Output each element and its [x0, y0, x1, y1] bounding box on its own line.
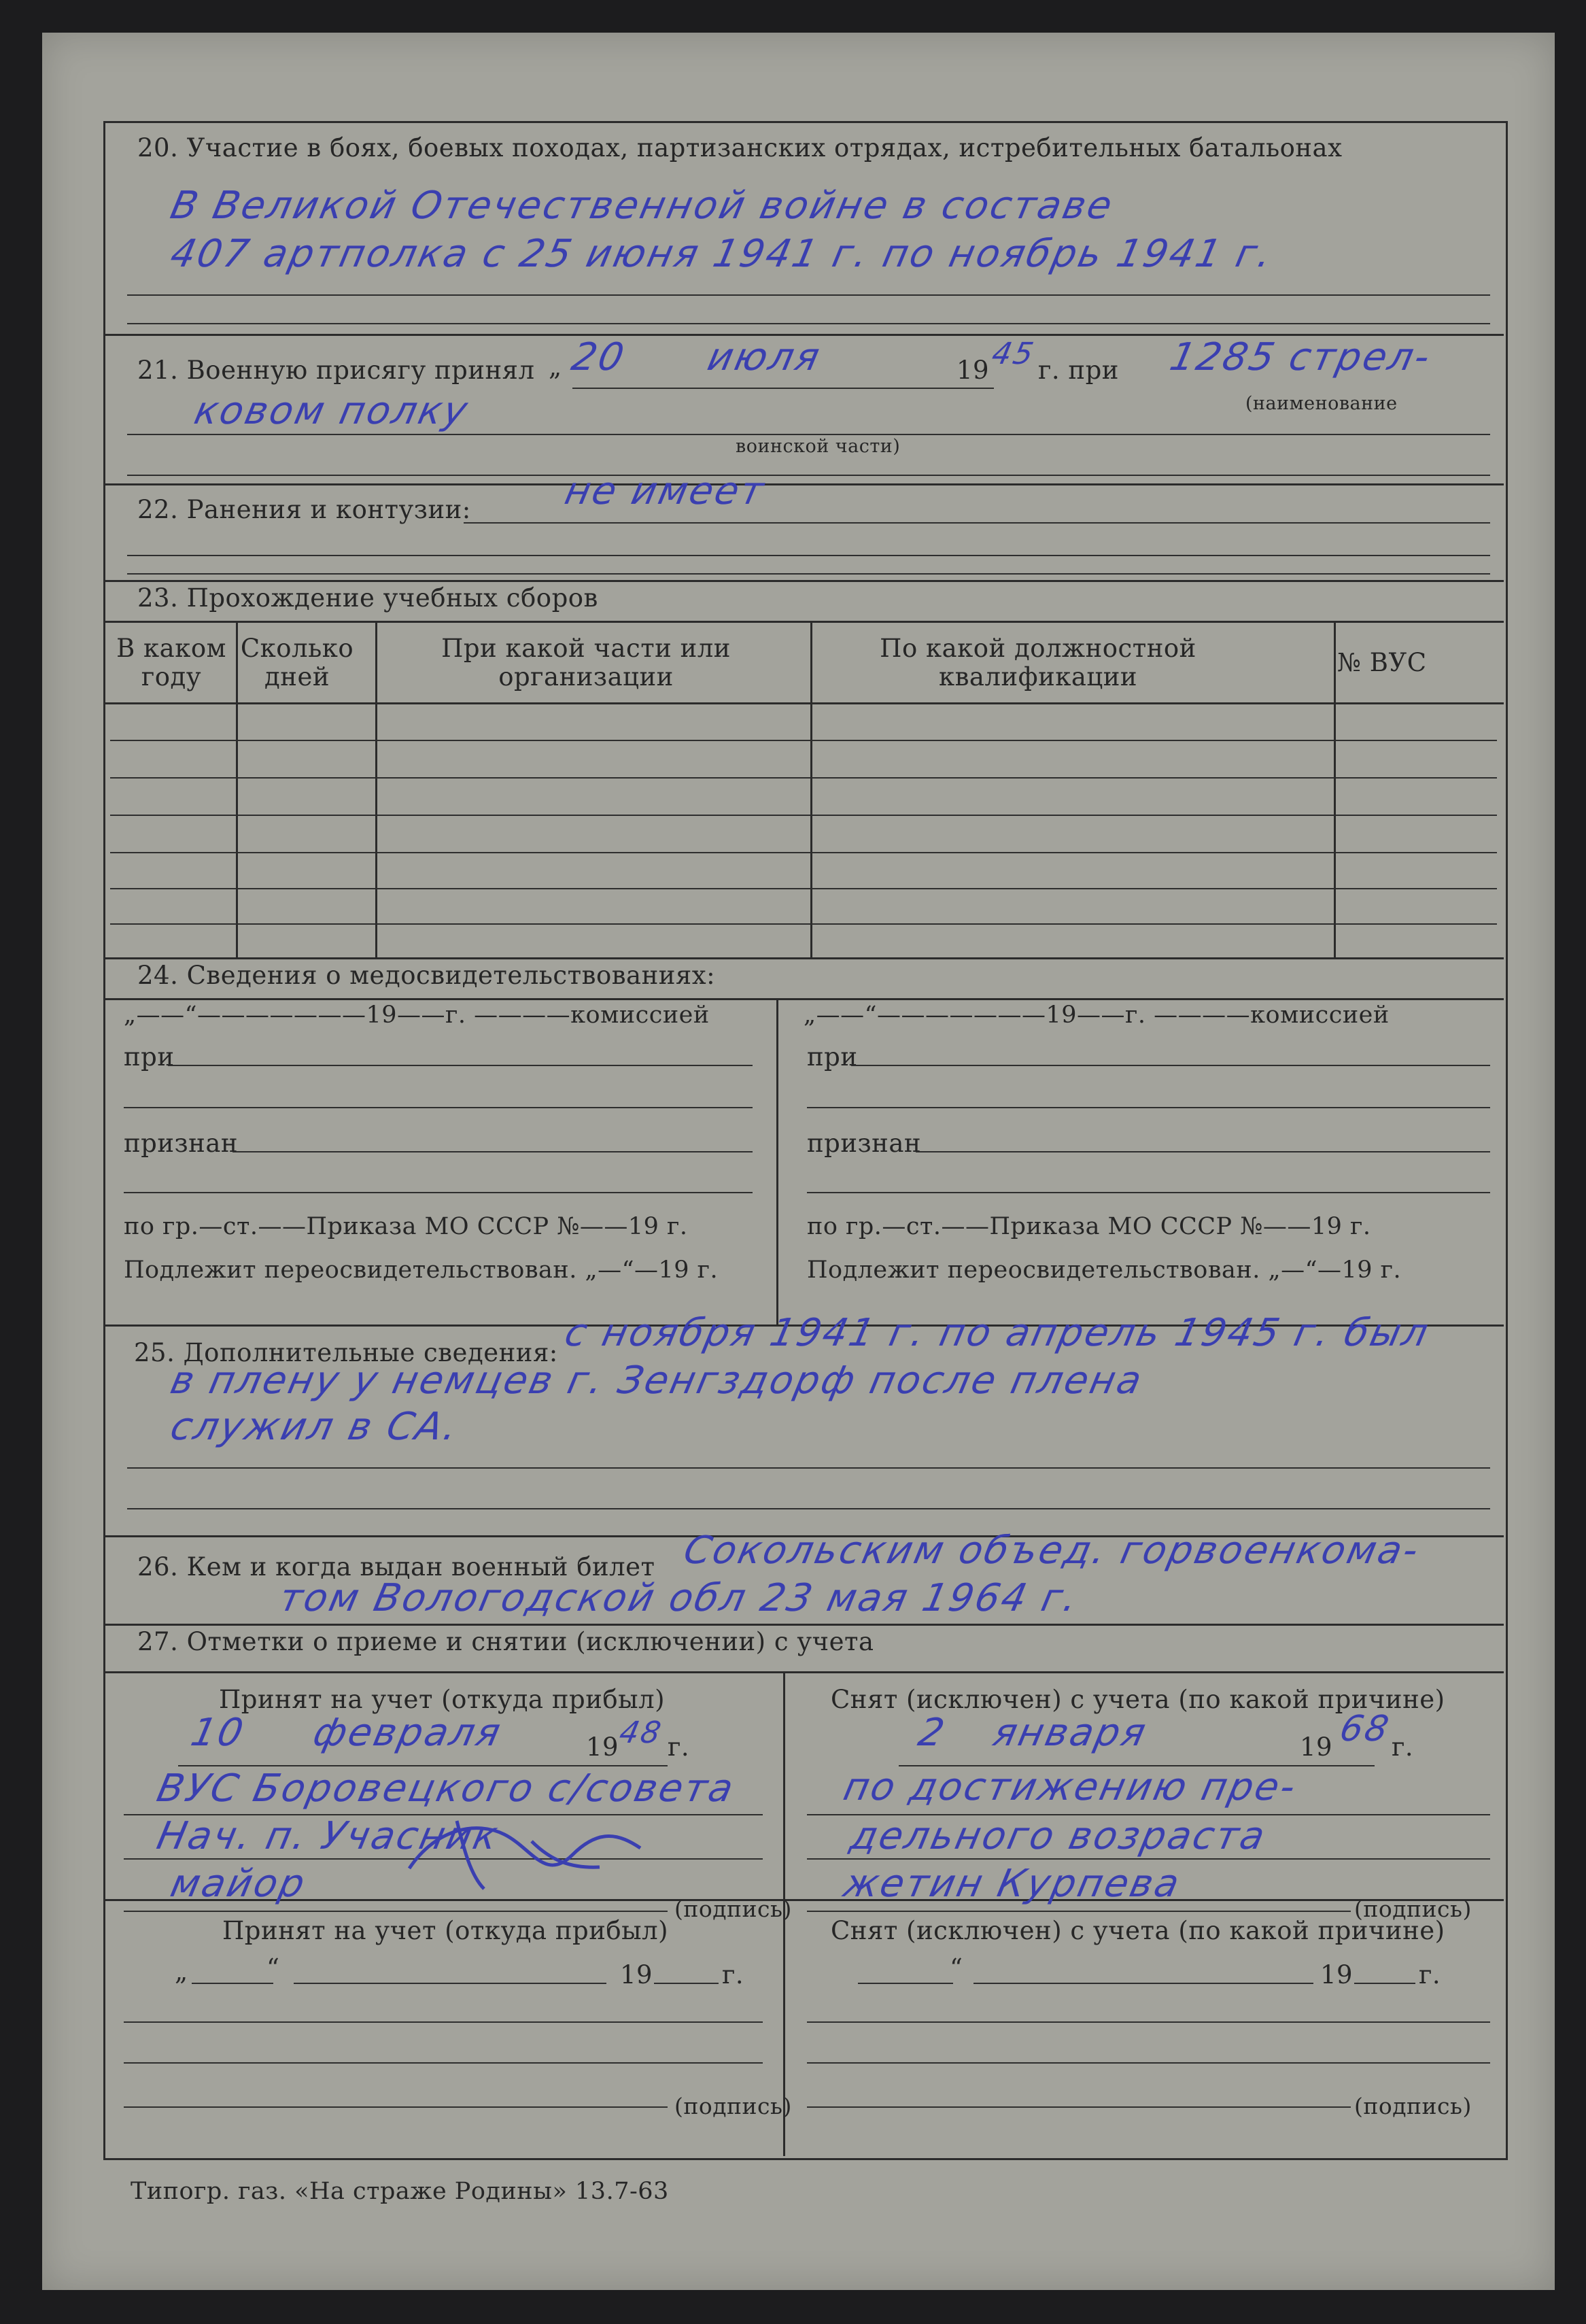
accept-line2: Нач. п. Учасник: [153, 1814, 504, 1858]
quote-mark: „: [175, 1957, 188, 1986]
section-25-label: 25. Дополнительные сведения:: [134, 1338, 558, 1367]
rule: [127, 294, 1490, 296]
table-rule: [110, 852, 1497, 853]
rule: [124, 2062, 763, 2064]
remove-title-2: Снят (исключен) с учета (по какой причине): [831, 1916, 1445, 1945]
remove-line2: дельного возраста: [846, 1814, 1271, 1858]
additional-hw-line2: в плену у немцев г. Зенгздорф после плена: [167, 1358, 1148, 1403]
med-left-reexam: Подлежит переосвидетельствован. „—“—19 г.: [124, 1257, 719, 1284]
rule: [654, 1983, 719, 1984]
section-22-label: 22. Ранения и контузии:: [137, 495, 471, 524]
military-id-hw-line1: Сокольским объед. горвоенкома-: [680, 1528, 1424, 1573]
year-prefix: 19: [1320, 1960, 1354, 1989]
additional-hw-line3: служил в СА.: [167, 1405, 464, 1449]
table-header-bottom: [103, 702, 1504, 704]
rule: [1354, 1983, 1415, 1984]
med-right-order: по гр.—ст.——Приказа МО СССР №——19 г.: [807, 1213, 1371, 1240]
accept-signature: [396, 1807, 654, 1902]
rule: [127, 573, 1490, 575]
rule: [572, 388, 994, 389]
rule: [127, 323, 1490, 324]
accept-year: 48: [616, 1715, 666, 1750]
table-rule: [110, 923, 1497, 925]
med-right-commission: „——“———————19——г. ————комиссией: [804, 1002, 1390, 1029]
year-prefix: 19: [620, 1960, 653, 1989]
year-prefix: 19: [956, 356, 990, 385]
oath-day: 20: [568, 335, 630, 379]
table-rule: [110, 777, 1497, 779]
accept-title-2: Принят на учет (откуда прибыл): [222, 1916, 669, 1945]
rule: [124, 1192, 753, 1193]
quote-mark: “: [950, 1953, 963, 1983]
section-20-hw-line1: В Великой Отечественной войне в составе: [167, 184, 1118, 228]
accept-month: февраля: [309, 1711, 506, 1755]
year-prefix: 19: [1300, 1732, 1333, 1762]
section-divider: [103, 483, 1504, 485]
oath-at-label: г. при: [1038, 356, 1119, 385]
med-left-order: по гр.—ст.——Приказа МО СССР №——19 г.: [124, 1213, 688, 1240]
remove-line1: по достижению пре-: [840, 1765, 1302, 1809]
section-divider: [103, 1624, 1504, 1626]
table-top: [103, 621, 1504, 623]
accept-signature-label-2: (подпись): [674, 2093, 792, 2119]
section-27-label: 27. Отметки о приеме и снятии (исключении) с учета: [137, 1627, 874, 1656]
section-23-label: 23. Прохождение учебных сборов: [137, 583, 598, 613]
oath-month: июля: [704, 335, 825, 379]
med-right-priznan: признан: [807, 1129, 922, 1158]
rule: [851, 1065, 1490, 1066]
quote-mark: „: [549, 352, 562, 381]
accept-line1: ВУС Боровецкого с/совета: [153, 1766, 740, 1811]
med-right-pri: при: [807, 1042, 858, 1072]
rule: [127, 475, 1490, 476]
military-unit-note: воинской части): [736, 436, 901, 457]
year-suffix: г.: [722, 1960, 744, 1989]
col-vus: № ВУС: [1337, 648, 1427, 677]
col-unit: При какой части или организации: [441, 634, 731, 691]
rule: [168, 1065, 753, 1066]
year-suffix: г.: [1419, 1960, 1441, 1989]
quote-mark: “: [266, 1953, 280, 1983]
rule: [807, 2021, 1490, 2023]
accept-line3: майор: [167, 1862, 311, 1906]
rule: [294, 1983, 606, 1984]
rule: [124, 1911, 668, 1912]
remove-title-1: Снят (исключен) с учета (по какой причине): [831, 1685, 1445, 1714]
oath-unit-hw1: 1285 стрел-: [1166, 335, 1436, 379]
printer-footer: Типогр. газ. «На страже Родины» 13.7-63: [131, 2178, 669, 2205]
rule: [232, 1151, 753, 1152]
rule: [127, 1508, 1490, 1509]
rule: [916, 1151, 1490, 1152]
med-right-reexam: Подлежит переосвидетельствован. „—“—19 г.: [807, 1257, 1402, 1284]
remove-line3: жетин Курпева: [840, 1862, 1186, 1906]
remove-signature-label: (подпись): [1354, 1896, 1472, 1922]
col-divider: [236, 621, 238, 957]
document-card: [42, 33, 1555, 2290]
rule: [973, 1983, 1313, 1984]
col-divider: [810, 621, 812, 957]
rule: [858, 1983, 953, 1984]
col-divider: [1334, 621, 1336, 957]
rule: [807, 1858, 1490, 1860]
rule: [807, 2106, 1351, 2108]
section-26-label: 26. Кем и когда выдан военный билет: [137, 1552, 655, 1582]
accept-signature-label: (подпись): [674, 1896, 792, 1922]
section-20-label: 20. Участие в боях, боевых походах, партизанских отрядах, истребительных батальонах: [137, 133, 1343, 163]
accept-day: 10: [187, 1711, 249, 1755]
additional-hw-line1: с ноября 1941 г. по апрель 1945 г. был: [561, 1311, 1434, 1355]
section-24-split: [776, 998, 778, 1325]
med-left-commission: „——“———————19——г. ————комиссией: [124, 1002, 710, 1029]
section-divider: [103, 580, 1504, 582]
remove-signature-label-2: (подпись): [1354, 2093, 1472, 2119]
year-prefix: 19: [586, 1732, 619, 1762]
rule: [807, 1911, 1351, 1912]
remove-month: января: [989, 1711, 1152, 1755]
remove-year: 68: [1336, 1709, 1394, 1749]
military-id-hw-line2: том Вологодской обл 23 мая 1964 г.: [275, 1576, 1084, 1620]
col-days: Сколько дней: [240, 634, 354, 691]
section-24-top: [103, 998, 1504, 1000]
table-rule: [110, 740, 1497, 741]
rule: [124, 2106, 668, 2108]
year-suffix: г.: [1392, 1732, 1414, 1762]
rule: [124, 2021, 763, 2023]
section-27-top: [103, 1671, 1504, 1673]
remove-day: 2: [914, 1711, 950, 1755]
section-divider: [103, 957, 1504, 959]
col-year: В каком году: [116, 634, 226, 691]
rule: [807, 2062, 1490, 2064]
table-rule: [110, 815, 1497, 816]
section-21-label: 21. Военную присягу принял: [137, 356, 535, 385]
wounds-hw: не имеет: [561, 469, 770, 513]
col-divider: [375, 621, 377, 957]
med-left-priznan: признан: [124, 1129, 239, 1158]
med-left-pri: при: [124, 1042, 175, 1072]
year-suffix: г.: [668, 1732, 690, 1762]
rule: [124, 1107, 753, 1108]
rule: [192, 1983, 273, 1984]
oath-year: 45: [988, 337, 1039, 371]
rule: [807, 1107, 1490, 1108]
rule: [127, 555, 1490, 556]
unit-name-note: (наименование: [1245, 393, 1398, 414]
accept-title-1: Принят на учет (откуда прибыл): [219, 1685, 666, 1714]
col-qualification: По какой должностной квалификации: [880, 634, 1196, 691]
table-rule: [110, 888, 1497, 889]
section-20-hw-line2: 407 артполка с 25 июня 1941 г. по ноябрь 1941 г.: [167, 232, 1277, 276]
rule: [464, 522, 1490, 524]
rule: [127, 1467, 1490, 1469]
section-27-mid: [103, 1899, 1504, 1901]
rule: [127, 434, 1490, 435]
oath-unit-hw2: ковом полку: [190, 389, 473, 433]
section-24-label: 24. Сведения о медосвидетельствованиях:: [137, 961, 716, 990]
rule: [807, 1192, 1490, 1193]
